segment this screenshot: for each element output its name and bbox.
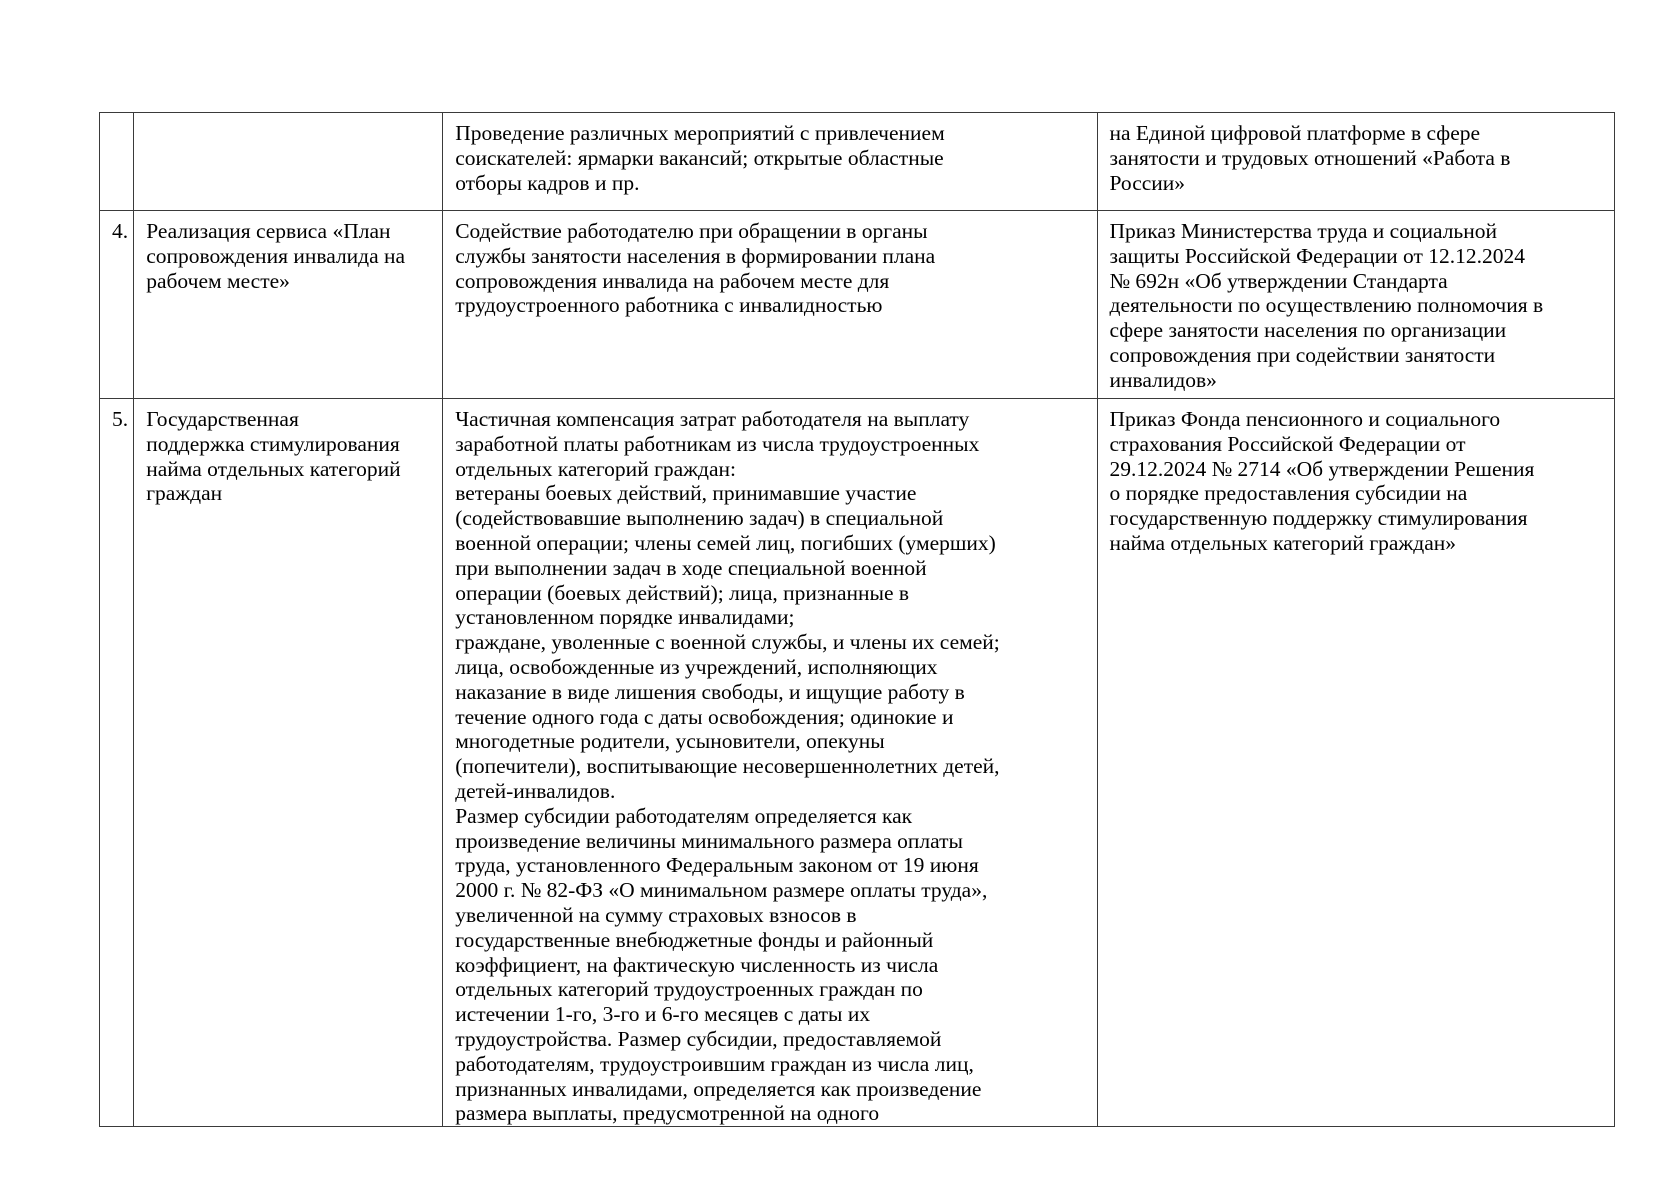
row-number-cell [100,113,134,211]
measure-name-cell [134,113,443,211]
table-row [100,113,1615,211]
measure-description: Содействие работодателю при обращении в органы службы занятости населения в формировании плана сопровождения инвалида на рабочем месте для трудоустроенного работника с инвалидностью [455,219,936,318]
measure-description-cell [443,399,1097,1127]
measure-description-cell [443,211,1097,399]
table-row [100,211,1615,399]
document-table [99,112,1615,1127]
row-number-cell [100,211,134,399]
row-number: 5. [112,407,129,431]
measure-name-cell [134,211,443,399]
measure-description: Частичная компенсация затрат работодателя на выплату заработной платы работникам из числа трудоустроенных отдельных категорий граждан: ветераны боевых действий, принимавшие участие (содействовавшие выполнению задач) в специальной военной операции; члены семей лиц, погибших (умерших) при выполнении задач в ходе специальной военной операции (боевых действий); лица, признанные в установленном порядке инвалидами; граждане, уволенные с военной службы, и члены их семей; лица, освобожденные из учреждений, исполняющих наказание в виде лишения свободы, и ищущие работу в течение одного года с даты освобождения; одинокие и многодетные родители, усыновители, опекуны (попечители), воспитывающие несовершеннолетних детей, детей-инвалидов. Размер субсидии работодателям определяется как произведение величины минимального размера оплаты труда, установленного Федеральным законом от 19 июня 2000 г. № 82-ФЗ «О минимальном размере оплаты труда», увеличенной на сумму страховых взносов в государственные внебюджетные фонды и районный коэффициент, на фактическую численность из числа отдельных категорий трудоустроенных граждан по истечении 1-го, 3-го и 6-го месяцев с даты их трудоустройства. Размер субсидии, предоставляемой работодателям, трудоустроившим граждан из числа лиц, признанных инвалидами, определяется как произведение размера выплаты, предусмотренной на одного [455,407,1000,1126]
row-number-cell [100,399,134,1127]
legal-basis: на Единой цифровой платформе в сфере занятости и трудовых отношений «Работа в России» [1109,121,1511,195]
legal-basis: Приказ Министерства труда и социальной защиты Российской Федерации от 12.12.2024 № 692н «Об утверждении Стандарта деятельности по осуществлению полномочия в сфере занятости населения по организации сопровождения при содействии занятости инвалидов» [1109,219,1544,392]
measure-name-cell [134,399,443,1127]
legal-basis-cell [1097,399,1615,1127]
measure-name: Реализация сервиса «План сопровождения инвалида на рабочем месте» [146,219,406,293]
measure-description-cell [443,113,1097,211]
legal-basis-cell [1097,211,1615,399]
measure-description: Проведение различных мероприятий с привлечением соискателей: ярмарки вакансий; открытые областные отборы кадров и пр. [455,121,945,195]
row-number: 4. [112,219,129,243]
measure-name: Государственная поддержка стимулирования найма отдельных категорий граждан [146,407,401,506]
legal-basis-cell [1097,113,1615,211]
table-row [100,399,1615,1127]
legal-basis: Приказ Фонда пенсионного и социального страхования Российской Федерации от 29.12.2024 № 2714 «Об утверждении Решения о порядке предоставления субсидии на государственную поддержку стимулирования найма отдельных категорий граждан» [1109,407,1535,555]
